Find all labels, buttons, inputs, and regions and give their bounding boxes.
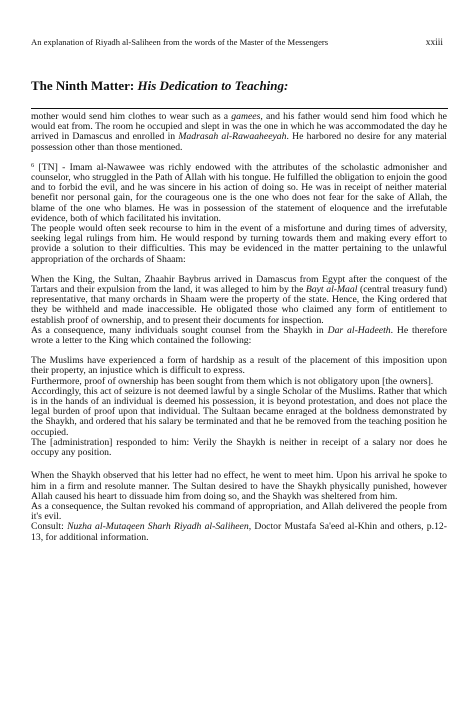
chapter-heading [31,78,288,93]
text-run: . He therefore wrote a letter to the King which contained the following: [31,324,447,347]
italic-term: Madrasah al-Rawaaheeyah [178,131,287,143]
italic-term: Dar al-Hadeeth [327,324,391,336]
running-head-title: An explanation of Riyadh al-Saliheen from the words of the Master of the Messengers [31,37,329,47]
paragraph-4 [31,326,447,346]
paragraph-1 [31,112,447,153]
text-run: , and his father would send him food which he would eat from. The room he occupied and slept in was the one in which he was accommodated the day he arrived in Damascus and enrolled in [31,111,447,143]
footnote-text: [TN] - Imam al-Nawawee was richly endowed with the attributes of the scholastic admonisher and counselor, who struggled in the Path of Allah with his tongue. He fulfilled the obligation to enjoin the good and to forbid the evil, and he was sincere in his action of doing so. He was in receipt of neither material benefit nor personal gain, for the courageous one is the one who does not fear for the sake of Allah, the blame of the one who blames. He was in possession of the statement of eloquence and the irrefutable evidence, both of which facilitated his invitation. [31,161,447,224]
paragraph-revocation: As a consequence, the Sultan revoked his command of appropriation, and Allah delivered the people from it's evil. [31,500,447,523]
footnote [31,161,447,224]
italic-term: Bayt al-Maal [305,284,358,296]
heading-title: His Dedication to Teaching: [137,78,289,93]
text-run: (central treasury fund) representative, that many orchards in Shaam were the property of the state. Hence, the King ordered that they be withheld and made inaccessible. He obligated those who claimed any form of entitlement to establish proof of ownership, and to present their documents for inspection. [31,284,447,326]
paragraph-3 [31,275,447,326]
body-text [31,112,447,543]
text-run: . He harbored no desire for any material possession other than those mentioned. [31,131,447,153]
letter-paragraph-1: The Muslims have experienced a form of hardship as a result of the placement of this imposition upon their property, an injustice which is difficult to express. [31,355,447,377]
text-run: Consult: [31,521,68,533]
paragraph-administration: The [administration] responded to him: Verily the Shaykh is neither in receipt of a salary nor does he occupy any position. [31,436,447,459]
heading-divider [31,108,448,109]
italic-term: gamees [231,111,261,122]
paragraph-2: The people would often seek recourse to him in the event of a misfortune and during times of adversity, seeking legal rulings from him. He would respond by turning towards them and making every effort to provide a solution to their difficulties. This may be evidenced in the matter pertaining to the unlawful appropriation of the orchards of Shaam: [31,223,447,265]
page-number: xxiii [425,38,443,48]
text-run: mother would send him clothes to wear such as a [31,111,232,122]
letter-paragraph-2: Furthermore, proof of ownership has been sought from them which is not obligatory upon [the owners]. [31,375,434,387]
footnote-marker: 6 [31,161,35,169]
heading-prefix: The Ninth Matter: [31,78,138,93]
letter-paragraph-3: Accordingly, this act of seizure is not deemed lawful by a single Scholar of the Muslims. Rather that which is in the hands of an individual is deemed his possession, it is beyond protestation, and does not place the legal burden of proof upon that individual. The Sultaan became enraged at the boldness demonstrated by the Shaykh, and ordered that his salary be terminated and that he be removed from the teaching position he occupied. [31,385,447,438]
running-head [31,37,443,47]
paragraph-reference [31,522,447,542]
text-run: Doctor Mustafa Sa'eed al-Khin and others, p.12-13, for additional information. [31,521,447,543]
text-run: As a consequence, many individuals sought counsel from the Shaykh in [31,324,328,336]
text-run: When the King, the Sultan, Zhaahir Baybrus arrived in Damascus from Egypt after the conquest of the Tartars and their expulsion from the land, it was alleged to him by the [31,273,447,296]
paragraph-meeting: When the Shaykh observed that his letter had no effect, he went to meet him. Upon his arrival he spoke to him in a firm and resolute manner. The Sultan desired to have the Shaykh physically punished, however Allah caused his heart to dissuade him from doing so, and the Shaykh was sheltered from him. [31,470,447,502]
book-title: Nuzha al-Mutaqeen Sharh Riyadh al-Saliheen, [67,521,252,533]
